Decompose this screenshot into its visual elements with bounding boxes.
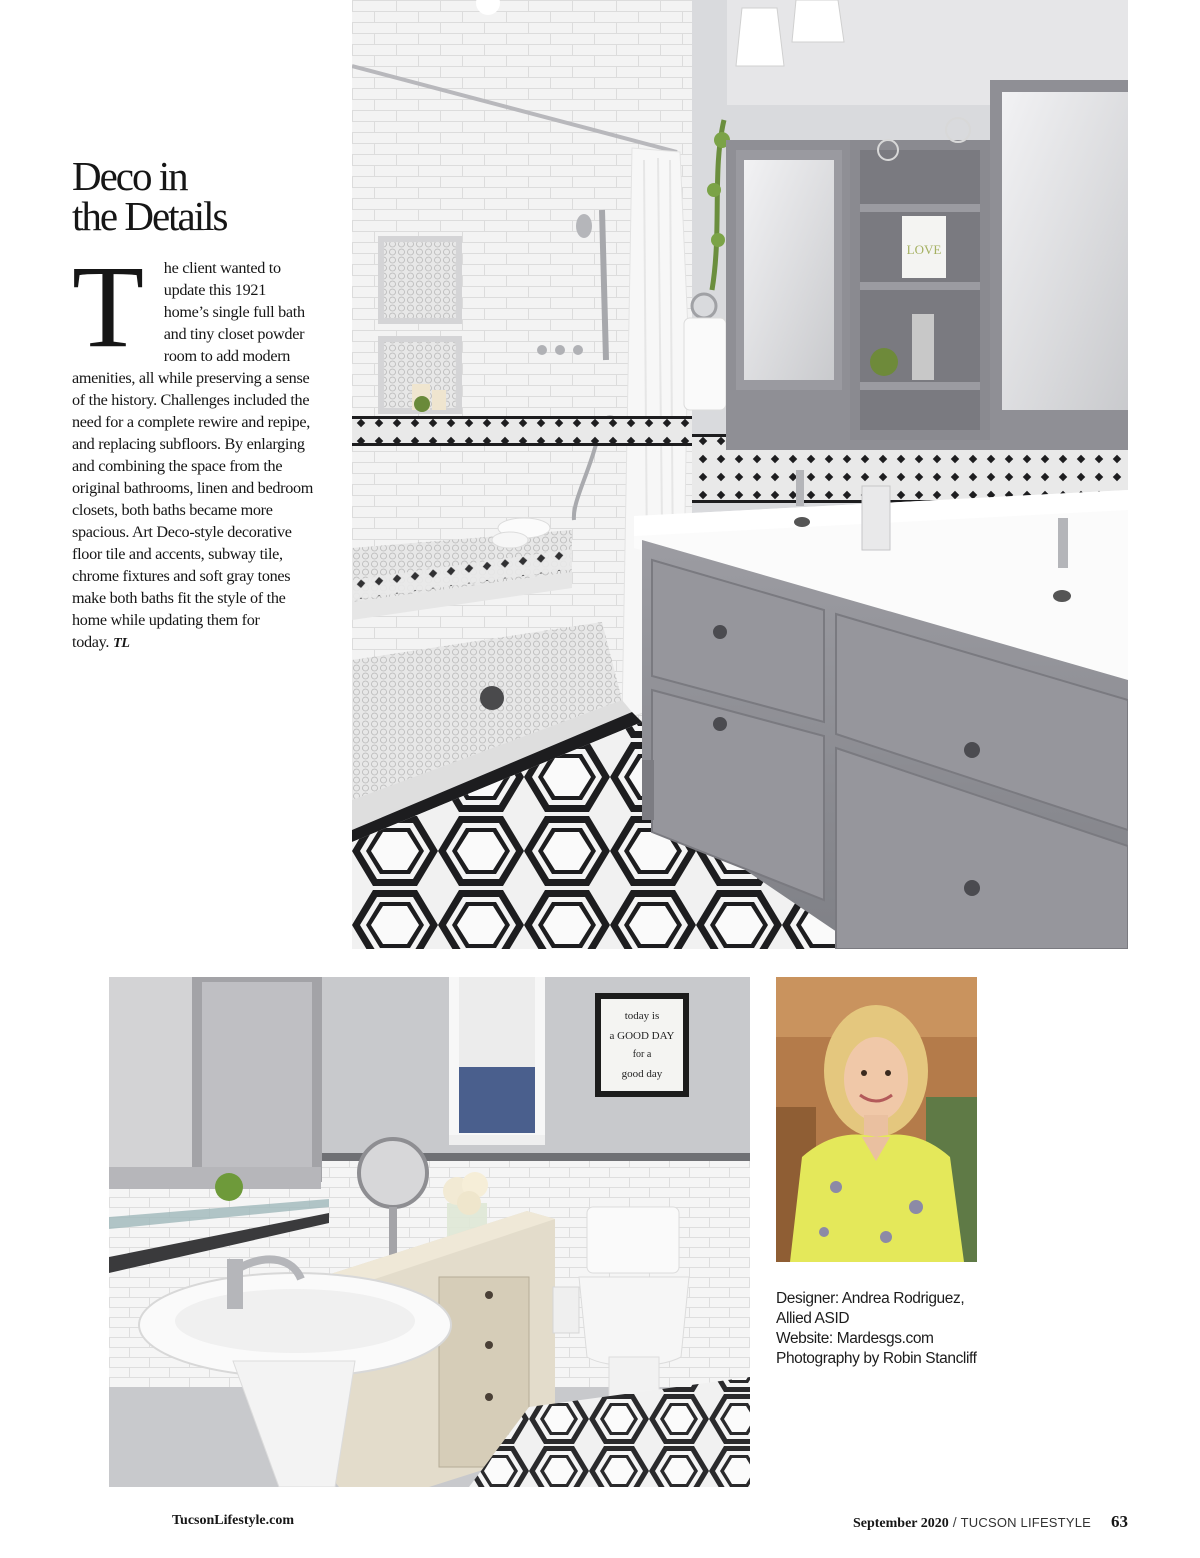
footer-separator: / [952,1514,957,1530]
good-day-sign-line-4: good day [621,1068,663,1080]
designer-credit: Designer: Andrea Rodriguez, [776,1290,965,1307]
article-body [72,241,314,655]
good-day-sign-line-1: today is [624,1010,660,1022]
main-bathroom-illustration [352,0,1128,949]
designer-portrait-photo [776,977,977,1262]
page-number: 63 [1111,1512,1128,1531]
article-title-line-1: Deco in [72,153,187,199]
drop-cap: T [72,241,144,372]
footer-magazine-name: TUCSON LIFESTYLE [960,1515,1091,1530]
article-title [72,153,342,239]
article-title-line-2: the Details [72,193,227,239]
photography-credit: Photography by Robin Stancliff [776,1350,977,1367]
designer-affiliation: Allied ASID [776,1310,850,1327]
footer-issue-date: September 2020 [852,1516,949,1531]
good-day-sign-line-2: a GOOD DAY [609,1030,675,1042]
end-mark: TL [113,636,130,651]
designer-portrait-illustration [776,977,977,1262]
article-text: he client wanted to update this 1921 home’s single full bath and tiny closet powder room to add modern amenities, all while preserving a sense of the history. Challenges included the need for a complete rewire and repipe, and replacing subfloors. By enlarging and combining the space from the original bathrooms, linen and bedroom closets, both baths became more spacious. Art Deco-style decorative floor tile and accents, subway tile, chrome fixtures and soft gray tones make both baths fit the style of the home while updating them for today. [72,259,314,651]
photo-credits [776,1289,1036,1369]
footer-website: TucsonLifestyle.com [172,1513,294,1528]
powder-room-photo [109,977,750,1487]
powder-room-illustration [109,977,750,1487]
love-sign-text: LOVE [906,242,942,257]
good-day-sign-line-3: for a [632,1049,652,1060]
main-bathroom-photo [352,0,1128,949]
website-credit: Website: Mardesgs.com [776,1330,934,1347]
footer-folio [853,1512,1128,1532]
